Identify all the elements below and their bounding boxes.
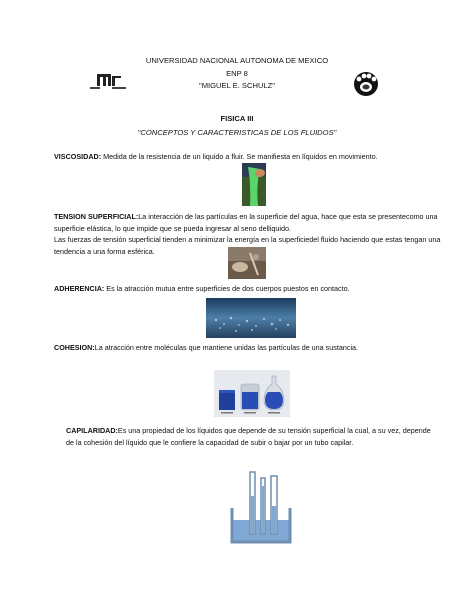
school-dedication: "MIGUEL E. SCHULZ" — [199, 81, 275, 90]
viscosidad-paragraph — [54, 151, 446, 163]
adhesion-image — [206, 298, 296, 338]
tension-text-2: Las fuerzas de tensión superficial tienden a minimizar la energía en la superficiedel fluido haciendo que estas tengan una tendencia a una forma esférica. — [54, 235, 441, 256]
cohesion-image — [214, 370, 290, 417]
tension-term: TENSION SUPERFICIAL: — [54, 212, 139, 221]
adherencia-text: Es la atracción mutua entre superficies de dos cuerpos puestos en contacto. — [104, 284, 350, 293]
adherencia-paragraph — [54, 283, 446, 295]
cohesion-term: COHESION: — [54, 343, 95, 352]
tension-text: La interacción de las partículas en la superficie del agua, hace que esta se presentecomo una superficie elástica, lo que impide que se pueda ingresar al seno delliquido. — [54, 212, 438, 233]
cohesion-paragraph — [54, 342, 446, 354]
topic-title: "CONCEPTOS Y CARACTERISTICAS DE LOS FLUIDOS" — [137, 128, 337, 137]
capilaridad-term: CAPILARIDAD: — [66, 426, 118, 435]
capilaridad-text: Es una propiedad de los líquidos que depende de su tensión superficial la cual, a su vez, depende de la cohesión del líquido que le confiere la capacidad de subir o bajar por un tubo capilar. — [66, 426, 431, 447]
school-name: ENP 8 — [226, 69, 248, 78]
surface-tension-image — [228, 247, 266, 279]
viscosidad-text: Medida de la resistencia de un liquido a fluir. Se manifiesta en líquidos en movimiento. — [101, 152, 378, 161]
viscosidad-term: VISCOSIDAD: — [54, 152, 102, 161]
capillarity-diagram — [230, 470, 292, 544]
course-title: FISICA III — [220, 114, 254, 123]
viscosity-image — [242, 163, 266, 206]
adherencia-term: ADHERENCIA: — [54, 284, 105, 293]
capilaridad-paragraph — [66, 425, 434, 448]
cohesion-text: La atracción entre moléculas que mantiene unidas las partículas de una sustancia. — [94, 343, 359, 352]
university-title: UNIVERSIDAD NACIONAL AUTONOMA DE MEXICO — [145, 56, 329, 65]
